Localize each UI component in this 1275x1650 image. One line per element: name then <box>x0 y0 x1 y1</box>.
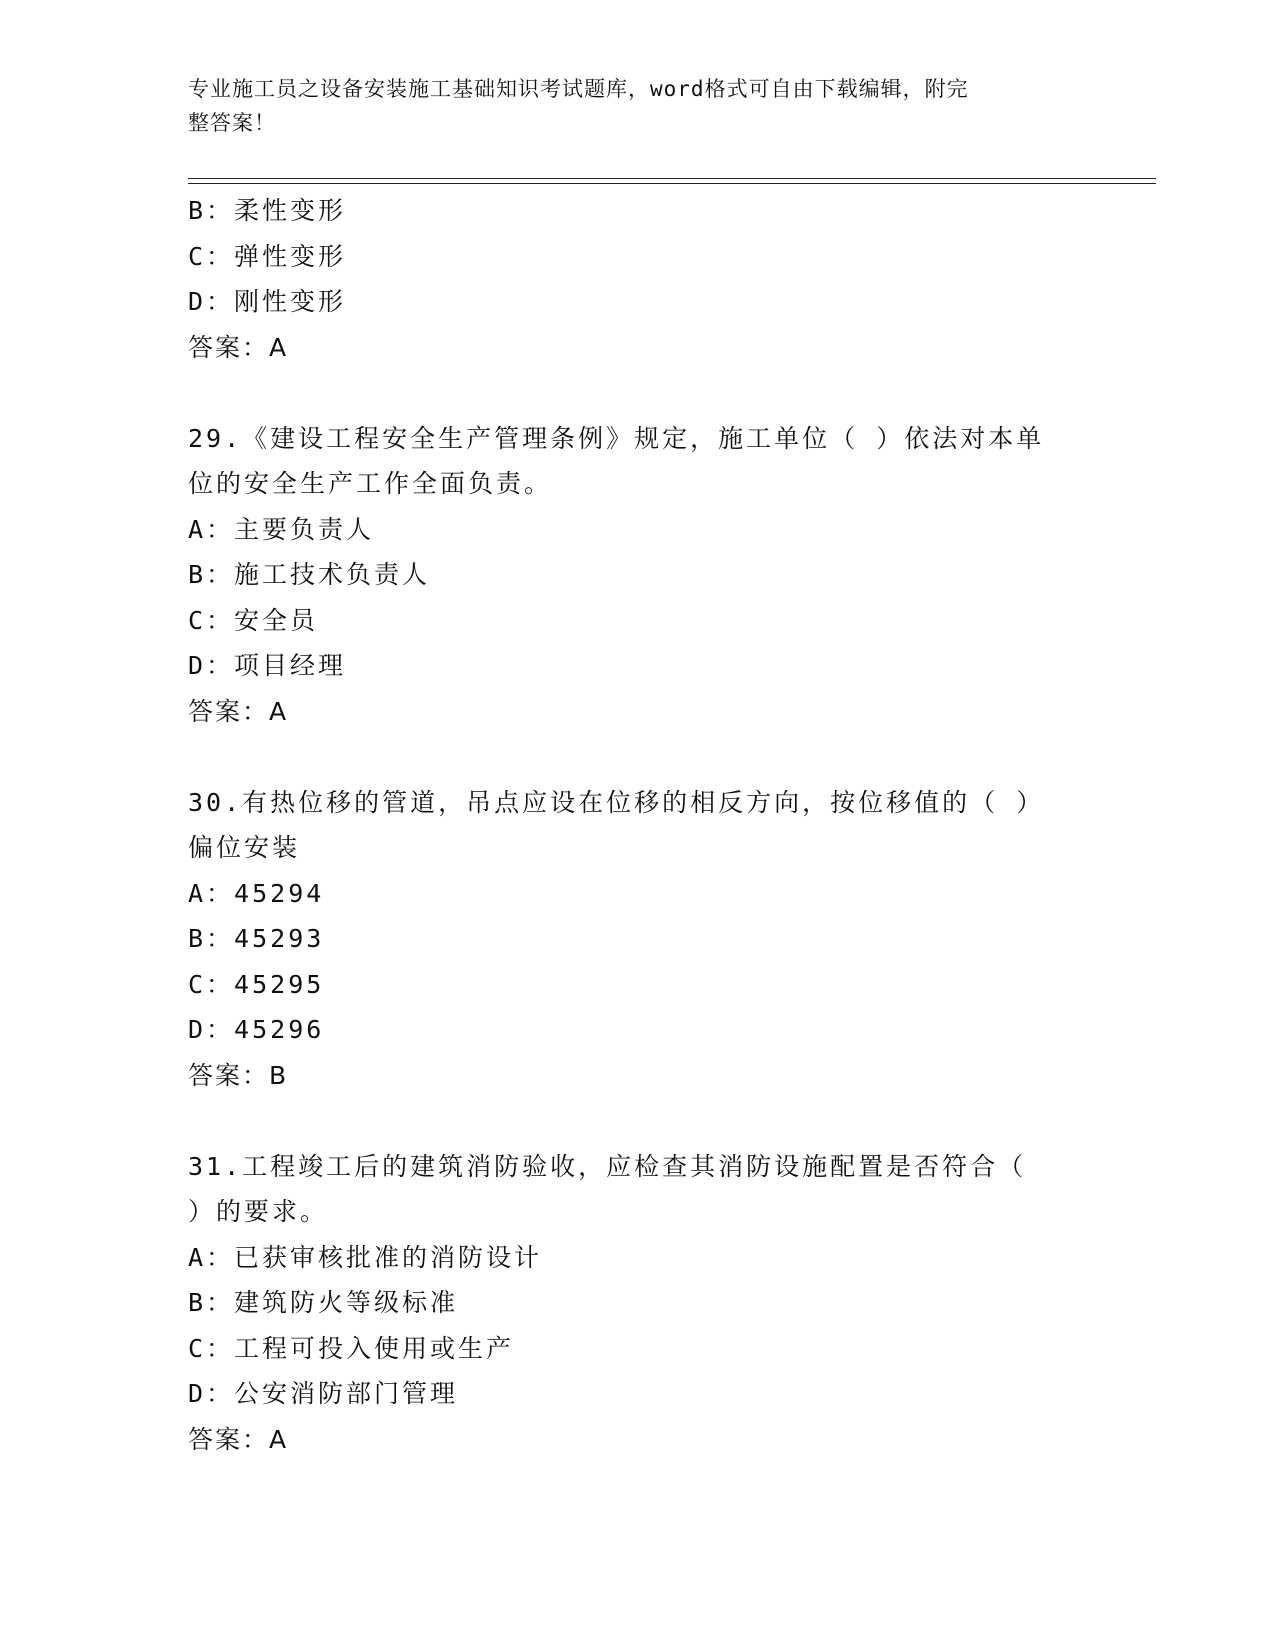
option-b: B：45293 <box>188 924 325 953</box>
question-text-line: ）的要求。 <box>188 1197 329 1226</box>
header-divider-bottom <box>188 183 1156 184</box>
question-block-30 <box>188 780 1088 1099</box>
answer-line: 答案：A <box>188 1424 289 1454</box>
option-c: C：工程可投入使用或生产 <box>188 1333 515 1363</box>
option-d: D：项目经理 <box>188 651 347 680</box>
header-line-1: 专业施工员之设备安装施工基础知识考试题库，word格式可自由下载编辑，附完 <box>188 77 969 101</box>
answer-line: 答案：B <box>188 1060 289 1090</box>
question-text-line: 偏位安装 <box>188 833 301 862</box>
question-text-line: 30.有热位移的管道，吊点应设在位移的相反方向，按位移值的（ ） <box>188 787 1045 817</box>
document-header <box>188 72 1068 140</box>
question-block-31 <box>188 1144 1088 1463</box>
question-block-28 <box>188 188 1088 370</box>
option-d: D：公安消防部门管理 <box>188 1379 459 1408</box>
option-c: C：弹性变形 <box>188 241 347 271</box>
question-text-line: 29.《建设工程安全生产管理条例》规定，施工单位（ ）依法对本单 <box>188 423 1045 453</box>
option-b: B：建筑防火等级标准 <box>188 1288 459 1317</box>
question-text-line: 位的安全生产工作全面负责。 <box>188 469 553 498</box>
answer-line: 答案：A <box>188 332 289 362</box>
spacer <box>188 1098 1088 1144</box>
option-c: C：安全员 <box>188 605 319 635</box>
option-d: D：45296 <box>188 1015 325 1044</box>
document-body <box>188 188 1088 1462</box>
header-divider-top <box>188 178 1156 179</box>
header-line-2: 整答案！ <box>188 111 276 135</box>
answer-line: 答案：A <box>188 696 289 726</box>
option-b: B：柔性变形 <box>188 196 347 225</box>
option-a: A：45294 <box>188 878 325 908</box>
option-d: D：刚性变形 <box>188 287 347 316</box>
option-a: A：已获审核批准的消防设计 <box>188 1242 543 1272</box>
option-c: C：45295 <box>188 969 325 999</box>
option-b: B：施工技术负责人 <box>188 560 431 589</box>
option-a: A：主要负责人 <box>188 514 375 544</box>
spacer <box>188 734 1088 780</box>
question-text-line: 31.工程竣工后的建筑消防验收，应检查其消防设施配置是否符合（ <box>188 1151 1027 1181</box>
question-block-29 <box>188 416 1088 735</box>
spacer <box>188 370 1088 416</box>
